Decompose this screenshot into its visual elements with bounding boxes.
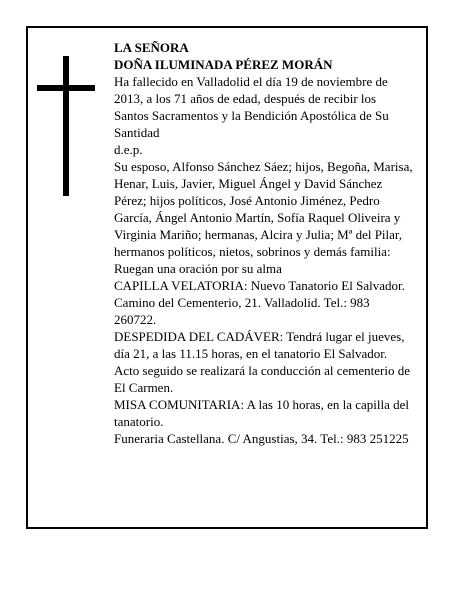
cross-icon-vertical-bar xyxy=(63,56,69,196)
chapel-info: CAPILLA VELATORIA: Nuevo Tanatorio El Salvador. Camino del Cementerio, 21. Valladolid. Tel.: 983 260722. xyxy=(114,278,405,327)
dep-abbreviation: d.e.p. xyxy=(114,142,143,157)
prayer-request: Ruegan una oración por su alma xyxy=(114,261,282,276)
obituary-text xyxy=(114,39,414,447)
deceased-name: DOÑA ILUMINADA PÉREZ MORÁN xyxy=(114,57,333,72)
title-line-1: LA SEÑORA xyxy=(114,40,189,55)
family-list: Su esposo, Alfonso Sánchez Sáez; hijos, Begoña, Marisa, Henar, Luis, Javier, Miguel Ángel y David Sánchez Pérez; hijos políticos, José Antonio Jiménez, Pedro García, Ángel Antonio Martín, Sofía Raquel Oliveira y Virginia Mariño; hermanas, Alcira y Julia; Mª del Pilar, hermanos políticos, nietos, sobrinos y demás familia: xyxy=(114,159,413,259)
farewell-info: DESPEDIDA DEL CADÁVER: Tendrá lugar el jueves, día 21, a las 11.15 horas, en el tanatorio El Salvador. Acto seguido se realizará la conducción al cementerio de El Carmen. xyxy=(114,329,410,395)
death-announcement: Ha fallecido en Valladolid el día 19 de noviembre de 2013, a los 71 años de edad, después de recibir los Santos Sacramentos y la Bendición Apostólica de Su Santidad xyxy=(114,74,389,140)
funeral-home-info: Funeraria Castellana. C/ Angustias, 34. Tel.: 983 251225 xyxy=(114,431,409,446)
mass-info: MISA COMUNITARIA: A las 10 horas, en la capilla del tanatorio. xyxy=(114,397,410,429)
cross-icon-horizontal-bar xyxy=(37,85,95,91)
